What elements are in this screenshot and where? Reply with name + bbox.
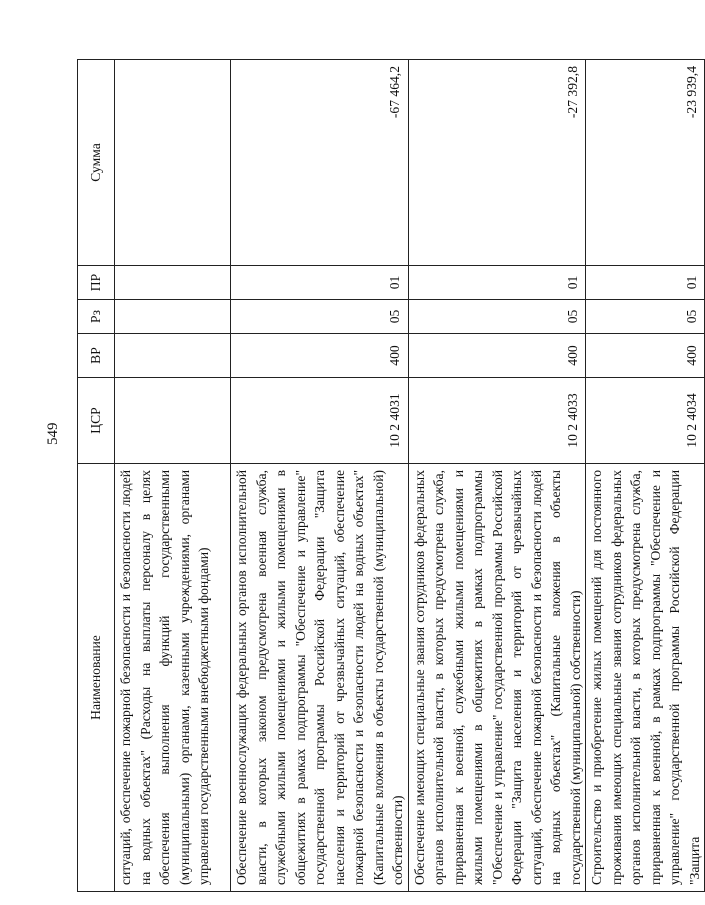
- budget-table-container: [77, 60, 702, 892]
- row-name: ситуаций, обеспечение пожарной безопасности и безопасности людей на водных объектах" (Расходы на выплаты персоналу в целях обеспечения выполнения функций государственными (муниципальными) органами, казенными учреждениями, органами управления государственными внебюджетными фондами): [115, 464, 231, 892]
- row-sum: -23 939,4: [586, 60, 705, 266]
- row-csr: [115, 378, 231, 464]
- row-rz: 05: [231, 300, 409, 334]
- row-csr: 10 2 4034: [586, 378, 705, 464]
- row-name: Обеспечение военнослужащих федеральных органов исполнительной власти, в которых законом предусмотрена военная служба, служебными жилыми помещениями и жилыми помещениями в общежитиях в рамках подпрограммы "Обеспечение и управление" государственной программы Российской Федерации "Защита населения и территорий от чрезвычайных ситуаций, обеспечение пожарной безопасности и безопасности людей на водных объектах" (Капитальные вложения в объекты государственной (муниципальной) собственности): [231, 464, 409, 892]
- row-sum: [115, 60, 231, 266]
- row-vr: 400: [231, 334, 409, 378]
- row-name: Обеспечение имеющих специальные звания сотрудников федеральных органов исполнительной власти, в которых предусмотрена служба, приравненная к военной, служебными жилыми помещениями и жилыми помещениями в общежитиях в рамках подпрограммы "Обеспечение и управление" государственной программы Российской Федерации "Защита населения и территорий от чрезвычайных ситуаций, обеспечение пожарной безопасности и безопасности людей на водных объектах" (Капитальные вложения в объекты государственной (муниципальной) собственности): [408, 464, 586, 892]
- table-header-row: [78, 60, 115, 892]
- table-row: [408, 60, 586, 892]
- row-vr: [115, 334, 231, 378]
- row-csr: 10 2 4033: [408, 378, 586, 464]
- row-pr: [115, 266, 231, 300]
- header-name: Наименование: [78, 464, 115, 892]
- row-sum: -67 464,2: [231, 60, 409, 266]
- row-rz: [115, 300, 231, 334]
- table-row: [586, 60, 705, 892]
- table-row: [231, 60, 409, 892]
- header-pr: ПР: [78, 266, 115, 300]
- row-pr: 01: [231, 266, 409, 300]
- row-vr: 400: [408, 334, 586, 378]
- header-rz: Рз: [78, 300, 115, 334]
- row-rz: 05: [586, 300, 705, 334]
- row-vr: 400: [586, 334, 705, 378]
- budget-table: [77, 59, 705, 892]
- row-pr: 01: [408, 266, 586, 300]
- row-csr: 10 2 4031: [231, 378, 409, 464]
- row-pr: 01: [586, 266, 705, 300]
- row-sum: -27 392,8: [408, 60, 586, 266]
- header-sum: Сумма: [78, 60, 115, 266]
- row-name: Строительство и приобретение жилых помещений для постоянного проживания имеющих специальные звания сотрудников федеральных органов исполнительной власти, в которых предусмотрена служба, приравненная к военной, в рамках подпрограммы "Обеспечение и управление" государственной программы Российской Федерации "Защита: [586, 464, 705, 892]
- page-number: 549: [45, 422, 61, 445]
- header-csr: ЦСР: [78, 378, 115, 464]
- row-rz: 05: [408, 300, 586, 334]
- header-vr: ВР: [78, 334, 115, 378]
- table-row: [115, 60, 231, 892]
